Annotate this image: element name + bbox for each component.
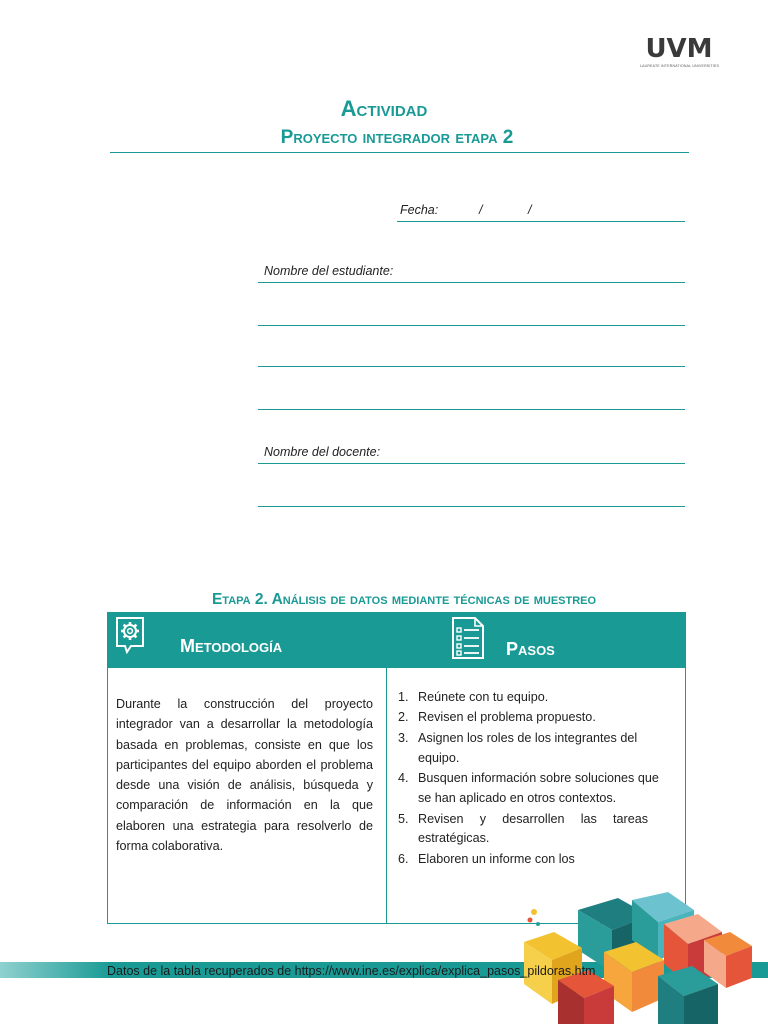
gear-document-icon	[114, 616, 148, 656]
page-subtitle: Proyecto integrador etapa 2	[280, 127, 514, 148]
student-name-label: Nombre del estudiante:	[264, 264, 394, 278]
title-divider	[110, 152, 689, 153]
student-name-line-1[interactable]	[258, 282, 685, 283]
step-number: 1.	[398, 690, 409, 704]
date-field[interactable]	[397, 221, 685, 222]
step-text: Reúnete con tu equipo.	[418, 690, 549, 704]
footer-band-fade	[0, 962, 110, 978]
step-text: Busquen información sobre soluciones que se han aplicado en otros contextos.	[418, 771, 659, 806]
teacher-name-label: Nombre del docente:	[264, 445, 381, 459]
list-item	[398, 810, 664, 850]
list-item	[398, 769, 664, 809]
list-item	[398, 729, 664, 769]
date-separator: /	[479, 203, 483, 217]
step-text: Revisen y desarrollen las tareas estratégicas.	[418, 811, 648, 846]
methodology-text: Durante la construcción del proyecto integrador van a desarrollar la metodología basada en problemas, consiste en que los participantes del equipo aborden el problema desde una visión de análisis, búsqueda y comparación de información en la que elaboren una estrategia para resolverlo de forma colaborativa.	[116, 697, 373, 854]
logo-tagline: LAUREATE INTERNATIONAL UNIVERSITIES	[640, 64, 720, 68]
logo-wordmark: UVM	[645, 34, 713, 64]
step-number: 6.	[398, 851, 409, 866]
step-number: 2.	[398, 710, 409, 725]
step-text: Revisen el problema propuesto.	[418, 710, 596, 725]
date-separator: /	[528, 203, 532, 217]
checklist-icon	[451, 616, 485, 660]
step-number: 4.	[398, 771, 409, 786]
step-number: 5.	[398, 811, 409, 826]
list-item	[398, 708, 664, 728]
student-name-line-4[interactable]	[258, 409, 685, 410]
decorative-cubes	[508, 880, 768, 1024]
step-text: Elaboren un informe con los	[418, 851, 575, 866]
steps-header: Pasos	[506, 639, 555, 659]
teacher-name-line-1[interactable]	[258, 463, 685, 464]
date-label: Fecha:	[400, 203, 439, 217]
footer-source-text: Datos de la tabla recuperados de https://www.ine.es/explica/explica_pasos_pildoras.htm	[107, 964, 596, 978]
methodology-header: Metodología	[180, 636, 283, 656]
teacher-name-line-2[interactable]	[258, 506, 685, 507]
student-name-line-2[interactable]	[258, 325, 685, 326]
list-item	[398, 688, 664, 708]
step-text: Asignen los roles de los integrantes del equipo.	[418, 730, 638, 765]
uvm-logo	[640, 36, 718, 69]
student-name-line-3[interactable]	[258, 366, 685, 367]
list-item	[398, 850, 664, 870]
step-number: 3.	[398, 730, 409, 745]
page-title: Actividad	[340, 96, 428, 121]
column-divider	[386, 668, 387, 924]
stage-title: Etapa 2. Análisis de datos mediante técnicas de muestreo	[211, 591, 597, 608]
steps-list	[398, 688, 664, 870]
